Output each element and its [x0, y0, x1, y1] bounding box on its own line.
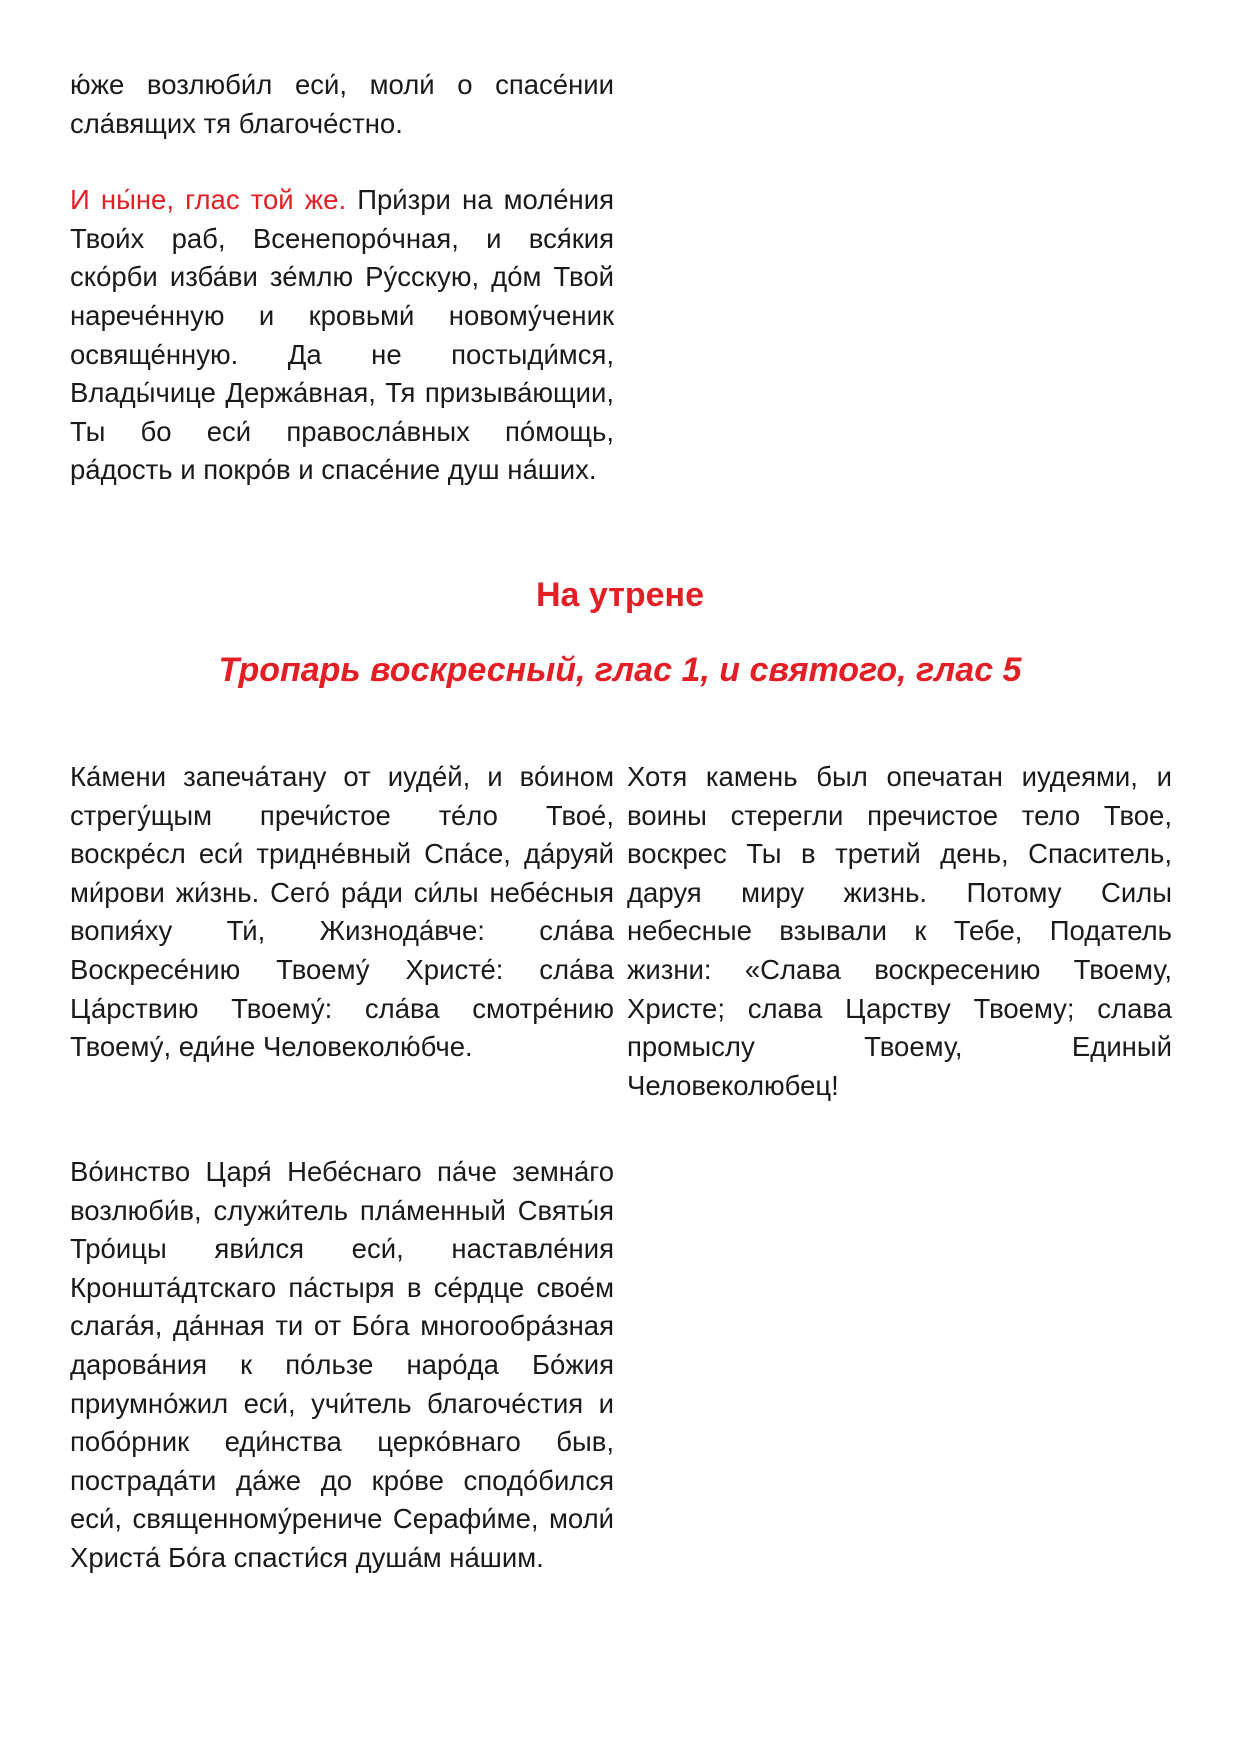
troparion-slavonic-text: Ка́мени запеча́тану от иуде́й, и во́ином стрегу́щым пречи́стое те́ло Твое́, воскре́сл еси́ тридне́вный Спа́се, да́руяй ми́рови жи́знь. Сего́ ра́ди си́лы небе́сныя вопия́ху Ти́, Жизнода́вче: сла́ва Воскресе́нию Твоему́ Христе́: сла́ва Ца́рствию Твоему́: сла́ва смотре́нию Твоему́, еди́не Человеколю́бче.: [70, 761, 614, 1063]
rubric-and-now: И ны́не, глас той же.: [70, 184, 347, 216]
heading-troparion: Тропарь воскресный, глас 1, и святого, глас 5: [218, 651, 1022, 689]
troparion-russian-text: Хотя камень был опечатан иудеями, и воины стерегли пречистое тело Твое, воскрес Ты в третий день, Спаситель, даруя миру жизнь. Потому Силы небесные взывали к Тебе, Податель жизни: «Слава воскресению Твоему, Христе; слава Царству Твоему; слава промыслу Твоему, Единый Человеколюбец!: [627, 761, 1172, 1101]
heading-matins: На утрене: [535, 576, 704, 614]
troparion-russian-column: [627, 758, 1172, 1105]
paragraph-and-now-text: При́зри на моле́ния Твои́х раб, Всенепоро́чная, и вся́кия ско́рби изба́ви зе́млю Ру́сскую, до́м Твой нарече́нную и кровьми́ новому́ченик освяще́нную. Да не постыди́мся, Влады́чице Держа́вная, Тя призыва́ющии, Ты бо еси́ правосла́вных по́мощь, ра́дость и покро́в и спасе́ние душ на́ших.: [70, 184, 614, 486]
prayer-block-top: [70, 66, 614, 490]
troparion-saint-column: [70, 1153, 614, 1578]
paragraph-and-now: [70, 181, 614, 490]
paragraph-continuation: ю́же возлюби́л еси́, моли́ о спасе́нии сла́вящих тя благоче́стно.: [70, 69, 614, 139]
troparion-saint-text: Во́инство Царя́ Небе́снаго па́че земна́го возлюби́в, служи́тель пла́менный Святы́я Тро́ицы яви́лся еси́, наставле́ния Кроншта́дтскаго па́стыря в се́рдце свое́м слага́я, да́нная ти от Бо́га многообра́зная дарова́ния к по́льзе наро́да Бо́жия приумно́жил еси́, учи́тель благоче́стия и побо́рник еди́нства церко́внаго быв, пострада́ти да́же до кро́ве сподо́бился еси́, священному́рениче Серафи́ме, моли́ Христа́ Бо́га спасти́ся душа́м на́шим.: [70, 1156, 614, 1573]
troparion-slavonic-column: [70, 758, 614, 1067]
